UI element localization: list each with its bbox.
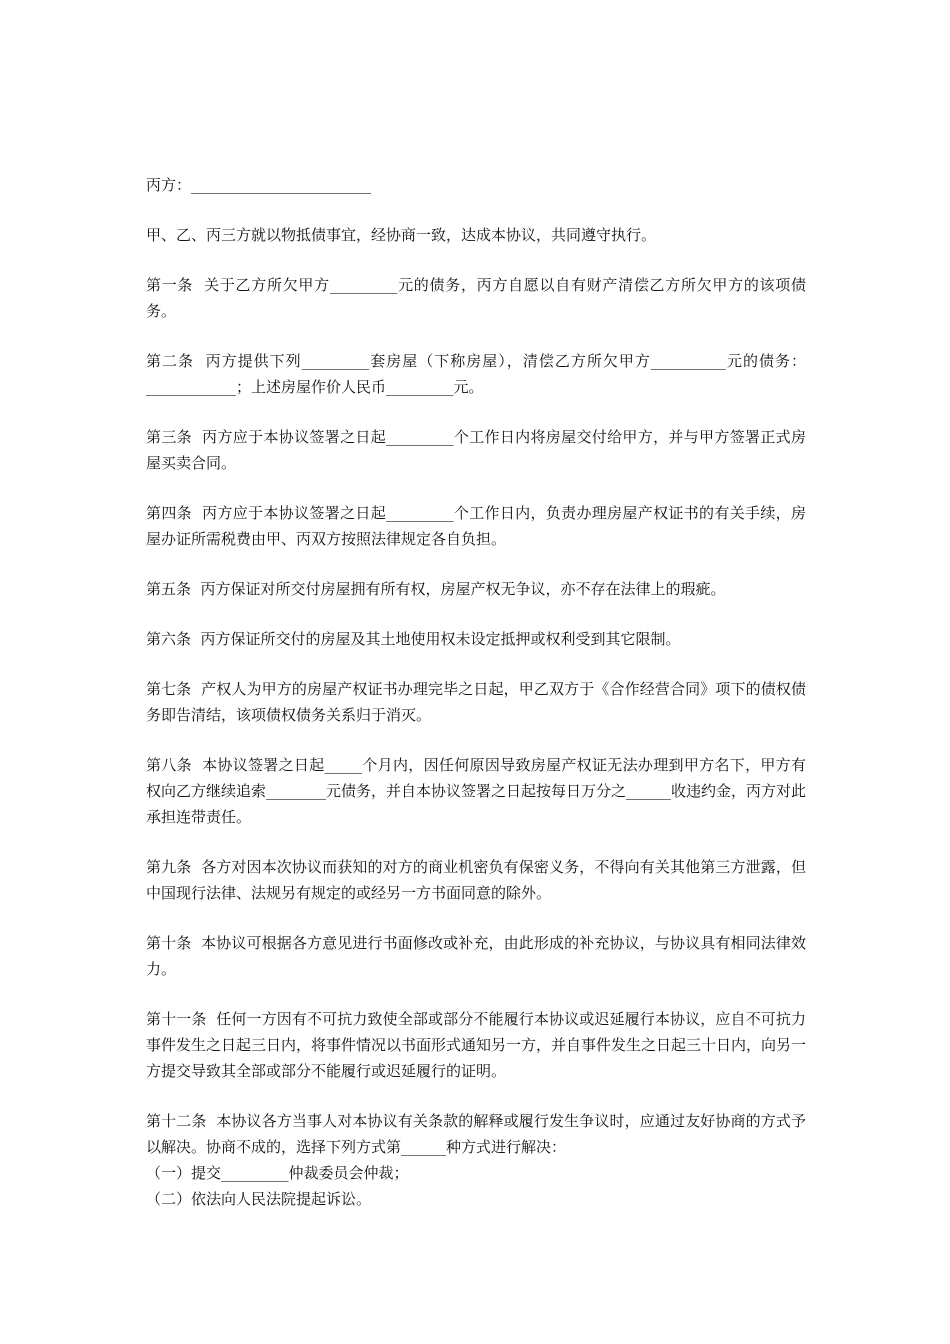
article-6: 第六条 丙方保证所交付的房屋及其土地使用权未设定抵押或权利受到其它限制。 bbox=[146, 630, 681, 648]
intro-paragraph: 甲、乙、丙三方就以物抵债事宜，经协商一致，达成本协议，共同遵守执行。 bbox=[146, 226, 657, 244]
article-2: 第二条 丙方提供下列_________套房屋（下称房屋），清偿乙方所欠甲方__________元的债务：____________；上述房屋作价人民币_________元。 bbox=[146, 352, 806, 396]
article-1: 第一条 关于乙方所欠甲方_________元的债务，丙方自愿以自有财产清偿乙方所欠甲方的该项债务。 bbox=[146, 276, 806, 320]
article-7: 第七条 产权人为甲方的房屋产权证书办理完毕之日起，甲乙双方于《合作经营合同》项下的债权债务即告清结，该项债权债务关系归于消灭。 bbox=[146, 680, 806, 724]
article-8: 第八条 本协议签署之日起_____个月内，因任何原因导致房屋产权证无法办理到甲方名下，甲方有权向乙方继续追索________元债务，并自本协议签署之日起按每日万分之______收违约金，丙方对此承担连带责任。 bbox=[146, 756, 807, 826]
article-5: 第五条 丙方保证对所交付房屋拥有所有权，房屋产权无争议，亦不存在法律上的瑕疵。 bbox=[146, 580, 726, 598]
arbitration-option: （一）提交_________仲裁委员会仲裁； bbox=[146, 1164, 409, 1182]
article-12: 第十二条 本协议各方当事人对本协议有关条款的解释或履行发生争议时，应通过友好协商的方式予以解决。协商不成的，选择下列方式第______种方式进行解决： bbox=[146, 1112, 806, 1156]
document-body bbox=[146, 172, 806, 1212]
article-9: 第九条 各方对因本次协议而获知的对方的商业机密负有保密义务，不得向有关其他第三方泄露，但中国现行法律、法规另有规定的或经另一方书面同意的除外。 bbox=[146, 858, 806, 902]
party-c-line: 丙方：________________________ bbox=[146, 176, 372, 194]
article-11: 第十一条 任何一方因有不可抗力致使全部或部分不能履行本协议或迟延履行本协议，应自不可抗力事件发生之日起三日内，将事件情况以书面形式通知另一方，并自事件发生之日起三十日内，向另一方提交导致其全部或部分不能履行或迟延履行的证明。 bbox=[146, 1010, 807, 1080]
article-10: 第十条 本协议可根据各方意见进行书面修改或补充，由此形成的补充协议，与协议具有相同法律效力。 bbox=[146, 934, 806, 978]
article-4: 第四条 丙方应于本协议签署之日起_________个工作日内，负责办理房屋产权证书的有关手续，房屋办证所需税费由甲、丙双方按照法律规定各自负担。 bbox=[146, 504, 806, 548]
litigation-option: （二）依法向人民法院提起诉讼。 bbox=[146, 1190, 372, 1208]
article-3: 第三条 丙方应于本协议签署之日起_________个工作日内将房屋交付给甲方，并与甲方签署正式房屋买卖合同。 bbox=[146, 428, 806, 472]
